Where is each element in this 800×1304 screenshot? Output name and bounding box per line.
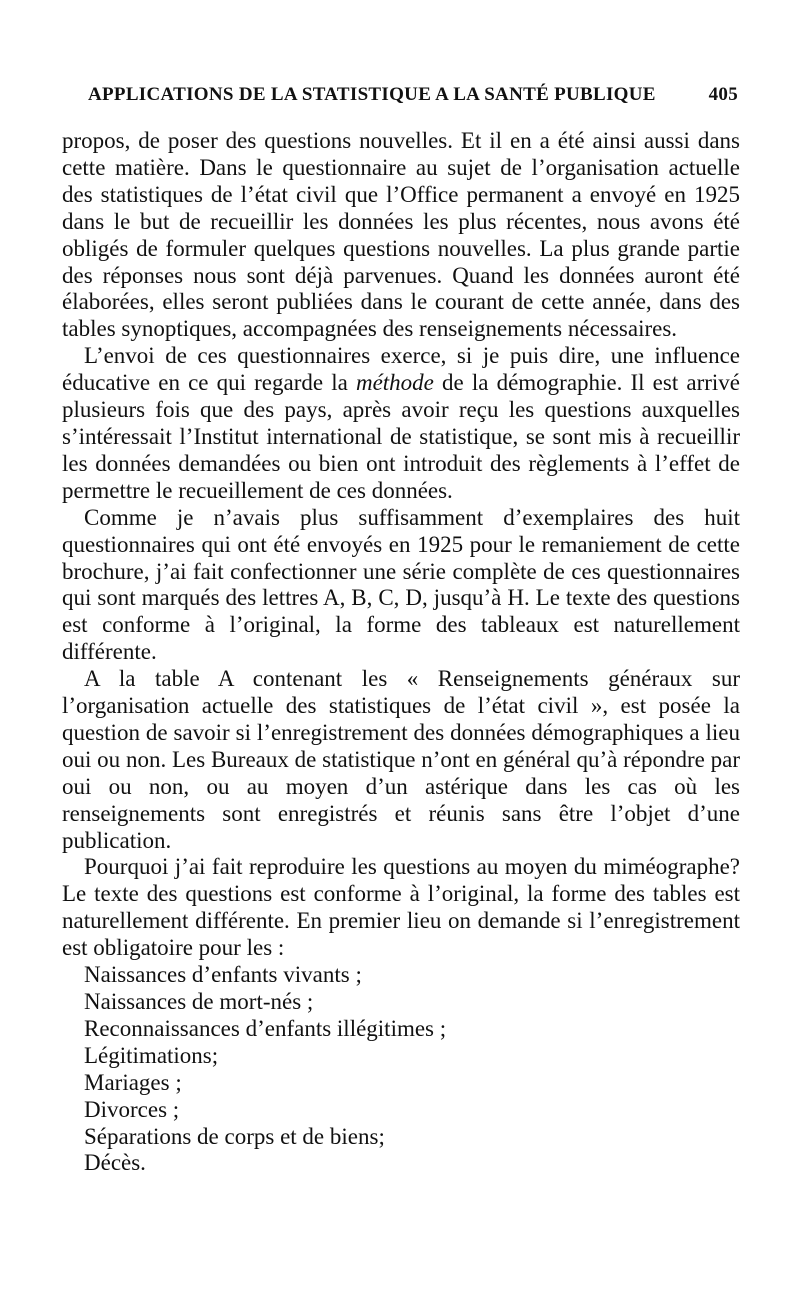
body-text [62, 128, 740, 1177]
list-item: Naissances d’enfants vivants ; [84, 962, 362, 988]
paragraph-continuation: propos, de poser des questions nouvelles. Et il en a été ainsi aussi dans cette matière. Dans le questionnaire au sujet de l’organisation actuelle des statistiques de l’état civil que l’Office permanent a envoyé en 1925 dans le but de recueillir les données les plus récentes, nous avons été obligés de formuler quelques questions nouvelles. La plus grande partie des réponses nous sont déjà parvenues. Quand les données auront été élaborées, elles seront publiées dans le courant de cette année, dans des tables synoptiques, accompagnées des renseignements nécessaires. [62, 128, 740, 342]
list-item: Reconnaissances d’enfants illégitimes ; [84, 1015, 447, 1041]
running-header [88, 84, 738, 106]
paragraph-questionnaires [62, 343, 740, 504]
page-number: 405 [708, 84, 738, 105]
list-item: Légitimations; [84, 1042, 219, 1068]
registration-list [62, 962, 740, 1177]
paragraph-text: L’envoi de ces questionnaires exerce, si je puis dire, une influence éducative en ce qui regarde la [62, 343, 740, 396]
paragraph-mimeographe: Pourquoi j’ai fait reproduire les questions au moyen du miméographe? Le texte des questions est conforme à l’original, la forme des tables est naturellement différente. En premier lieu on demande si l’enregistrement est obligatoire pour les : [62, 854, 740, 961]
list-item: Divorces ; [84, 1096, 180, 1122]
paragraph-table-a: A la table A contenant les « Renseignements généraux sur l’organisation actuelle des statistiques de l’état civil », est posée la question de savoir si l’enregistrement des données démographiques a lieu oui ou non. Les Bureaux de statistique n’ont en général qu’à répondre par oui ou non, ou au moyen d’un astérique dans les cas où les renseignements sont enregistrés et réunis sans être l’objet d’une publication. [62, 666, 740, 853]
list-item: Séparations de corps et de biens; [84, 1123, 385, 1149]
emphasis-methode: méthode [355, 370, 434, 396]
paragraph-brochure: Comme je n’avais plus suffisamment d’exemplaires des huit questionnaires qui ont été envoyés en 1925 pour le remaniement de cette brochure, j’ai fait confectionner une série complète de ces questionnaires qui sont marqués des lettres A, B, C, D, jusqu’à H. Le texte des questions est conforme à l’original, la forme des tableaux est naturellement différente. [62, 504, 740, 665]
paragraph-text: de la démographie. Il est arrivé plusieurs fois que des pays, après avoir reçu les questions auxquelles s’intéressait l’Institut international de statistique, se sont mis à recueillir les données demandées ou bien ont introduit des règlements à l’effet de permettre le recueillement de ces données. [62, 370, 740, 503]
running-title: APPLICATIONS DE LA STATISTIQUE A LA SANTÉ PUBLIQUE [88, 84, 656, 105]
list-item: Décès. [84, 1150, 146, 1176]
list-item: Mariages ; [84, 1069, 182, 1095]
list-item: Naissances de mort-nés ; [84, 989, 314, 1014]
